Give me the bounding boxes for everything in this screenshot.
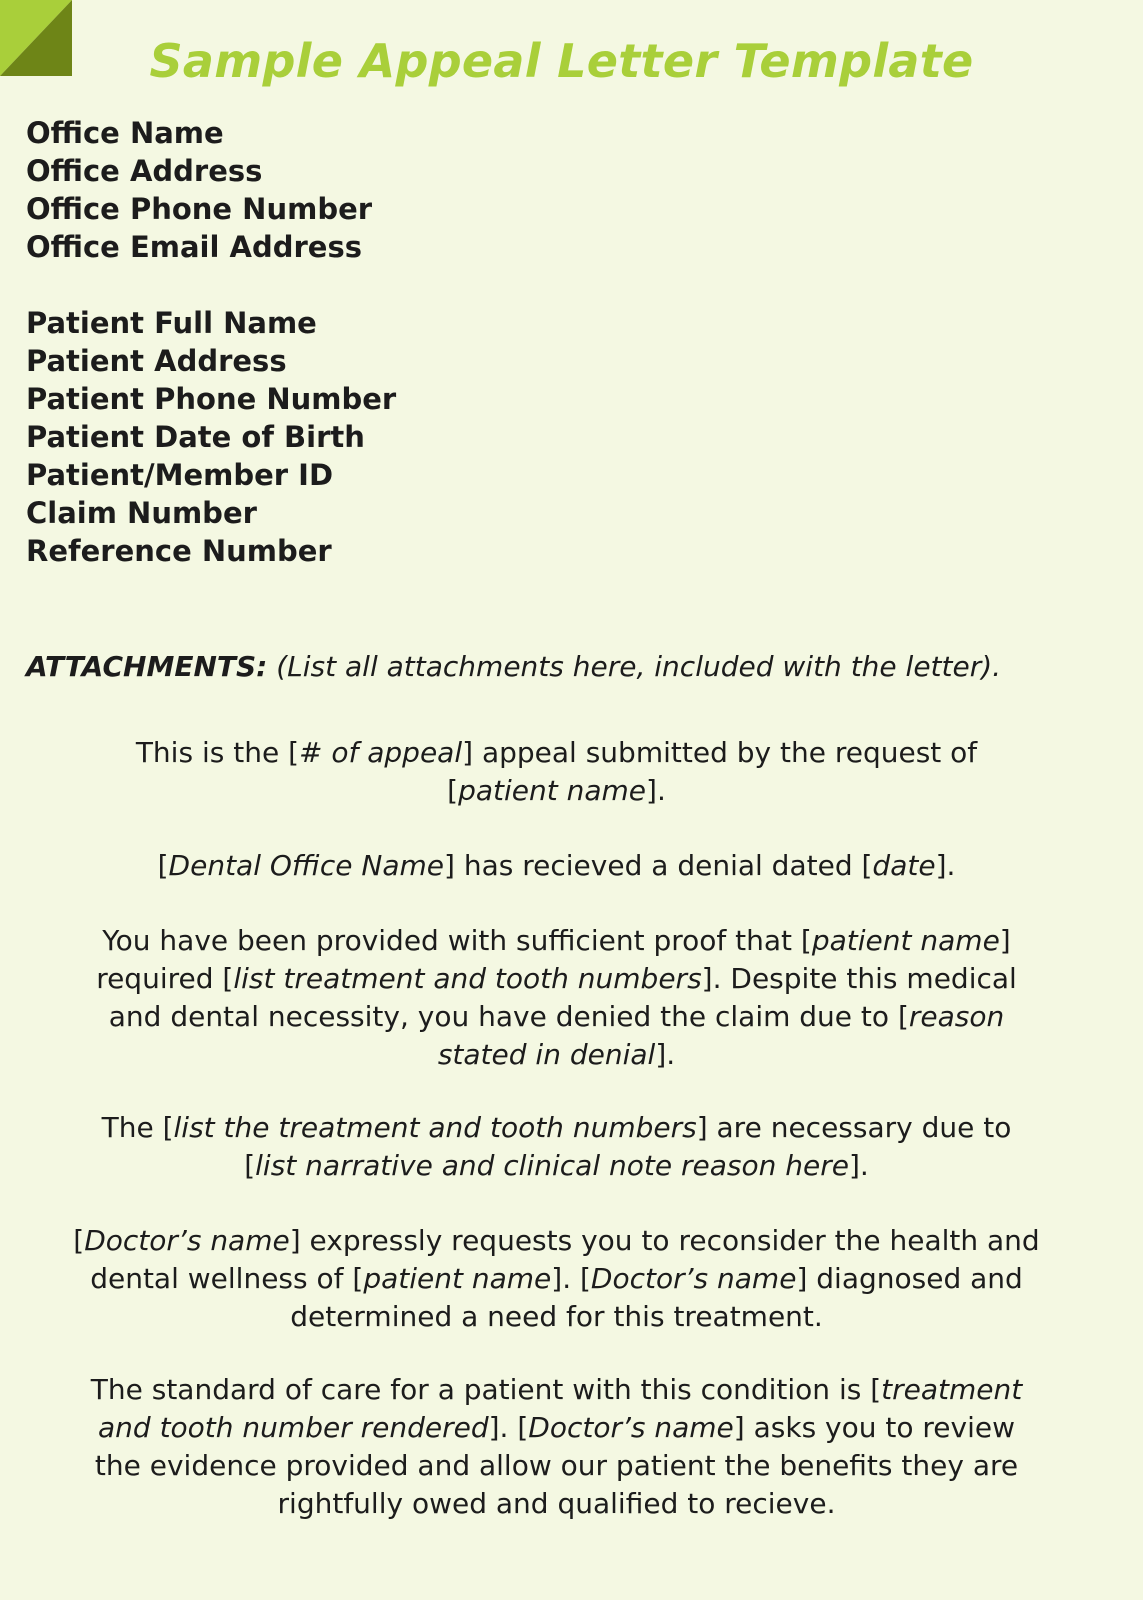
- page-title: Sample Appeal Letter Template: [149, 34, 974, 88]
- text-run: ] expressly requests you to reconsider the health and: [289, 1224, 1040, 1257]
- text-run: required [: [96, 962, 234, 995]
- necessity-paragraph: [0, 1109, 1113, 1185]
- text-run: ].: [935, 849, 956, 882]
- denial-received-paragraph: [0, 847, 1113, 885]
- text-run: ]: [999, 924, 1011, 957]
- placeholder-patient-name: patient name: [458, 774, 647, 807]
- patient-info-block: [26, 304, 396, 570]
- attachments-label: ATTACHMENTS:: [26, 650, 268, 683]
- text-run: dental wellness of [: [90, 1262, 364, 1295]
- proof-paragraph: [0, 922, 1113, 1074]
- text-run: [: [244, 1149, 256, 1182]
- text-run: ].: [646, 774, 666, 807]
- reconsider-paragraph: [0, 1222, 1113, 1336]
- text-run: [: [157, 849, 169, 882]
- patient-member-id-line: Patient/Member ID: [26, 458, 334, 492]
- patient-name-line: Patient Full Name: [26, 306, 317, 340]
- text-run: ].: [848, 1149, 869, 1182]
- office-email-line: Office Email Address: [26, 230, 362, 264]
- claim-number-line: Claim Number: [26, 496, 257, 530]
- placeholder-doctor-name: Doctor’s name: [528, 1411, 734, 1444]
- office-address-line: Office Address: [26, 154, 263, 188]
- office-name-line: Office Name: [26, 116, 224, 150]
- placeholder-doctor-name: Doctor’s name: [590, 1262, 797, 1295]
- office-info-block: [26, 114, 372, 266]
- text-run: determined a need for this treatment.: [290, 1300, 823, 1333]
- text-run: ] are necessary due to: [696, 1111, 1012, 1144]
- text-run: ] diagnosed and: [796, 1262, 1023, 1295]
- attachments-text: (List all attachments here, included with the letter).: [276, 650, 1002, 683]
- placeholder-reason-cont: stated in denial: [437, 1038, 656, 1071]
- text-run: and dental necessity, you have denied the claim due to [: [108, 1000, 909, 1033]
- patient-dob-line: Patient Date of Birth: [26, 420, 365, 454]
- placeholder-date: date: [872, 849, 936, 882]
- placeholder-appeal-number: # of appeal: [299, 736, 463, 769]
- office-phone-line: Office Phone Number: [26, 192, 373, 226]
- placeholder-dental-office-name: Dental Office Name: [168, 849, 445, 882]
- text-run: You have been provided with sufficient proof that [: [102, 924, 812, 957]
- placeholder-treatment-tooth-numbers: list treatment and tooth numbers: [233, 962, 702, 995]
- reference-number-line: Reference Number: [26, 534, 332, 568]
- text-run: ] appeal submitted by the request of: [462, 736, 978, 769]
- patient-address-line: Patient Address: [26, 344, 287, 378]
- text-run: rightfully owed and qualified to recieve.: [277, 1487, 836, 1520]
- text-run: ] has recieved a denial dated [: [444, 849, 873, 882]
- text-run: ] asks you to review: [733, 1411, 1016, 1444]
- text-run: ]. Despite this medical: [701, 962, 1017, 995]
- placeholder-patient-name: patient name: [363, 1262, 552, 1295]
- text-run: the evidence provided and allow our patient the benefits they are: [94, 1449, 1019, 1482]
- placeholder-patient-name: patient name: [811, 924, 1000, 957]
- standard-of-care-paragraph: [0, 1371, 1113, 1523]
- patient-phone-line: Patient Phone Number: [26, 382, 397, 416]
- text-run: ]. [: [488, 1411, 529, 1444]
- attachments-line: [26, 648, 1001, 686]
- placeholder-reason: reason: [908, 1000, 1005, 1033]
- placeholder-treatment: treatment: [881, 1373, 1023, 1406]
- text-run: ]. [: [551, 1262, 591, 1295]
- placeholder-narrative: list narrative and clinical note reason here: [255, 1149, 849, 1182]
- appeal-intro-paragraph: [0, 734, 1113, 810]
- text-run: ].: [655, 1038, 676, 1071]
- text-run: [: [447, 774, 459, 807]
- text-run: This is the [: [135, 736, 299, 769]
- placeholder-treatment-list: list the treatment and tooth numbers: [173, 1111, 697, 1144]
- placeholder-doctor-name: Doctor’s name: [84, 1224, 290, 1257]
- text-run: The standard of care for a patient with this condition is [: [90, 1373, 882, 1406]
- placeholder-treatment-cont: and tooth number rendered: [97, 1411, 489, 1444]
- text-run: The [: [101, 1111, 174, 1144]
- text-run: [: [73, 1224, 85, 1257]
